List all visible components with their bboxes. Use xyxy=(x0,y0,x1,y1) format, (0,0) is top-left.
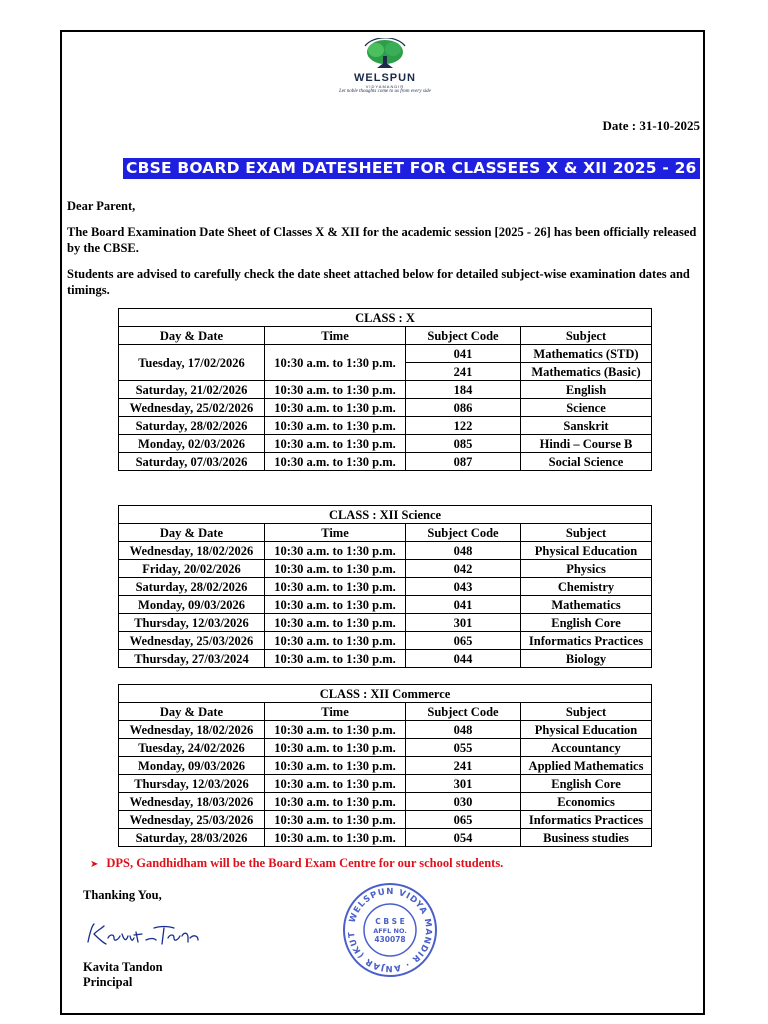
cell-code: 048 xyxy=(406,721,521,739)
table-row xyxy=(119,829,652,847)
note-text: DPS, Gandhidham will be the Board Exam Centre for our school students. xyxy=(106,856,504,870)
cell-time: 10:30 a.m. to 1:30 p.m. xyxy=(265,381,406,399)
table-header-row xyxy=(119,524,652,542)
table-row xyxy=(119,596,652,614)
table-row xyxy=(119,614,652,632)
cell-day: Monday, 09/03/2026 xyxy=(119,757,265,775)
table-row xyxy=(119,578,652,596)
cell-code: 241 xyxy=(406,757,521,775)
cell-subject: Informatics Practices xyxy=(521,811,652,829)
svg-text:WELSPUN VIDYA MANDIR · ANJAR (: WELSPUN VIDYA MANDIR · ANJAR (KUT xyxy=(346,886,434,974)
cell-time: 10:30 a.m. to 1:30 p.m. xyxy=(265,829,406,847)
cell-day: Thursday, 12/03/2026 xyxy=(119,614,265,632)
signature xyxy=(84,918,204,955)
svg-text:AFFL NO.: AFFL NO. xyxy=(373,927,407,935)
cell-subject: Accountancy xyxy=(521,739,652,757)
table-row xyxy=(119,757,652,775)
seal-stamp-icon xyxy=(340,880,440,980)
cell-code: 065 xyxy=(406,632,521,650)
cell-subject: Sanskrit xyxy=(521,417,652,435)
cell-time: 10:30 a.m. to 1:30 p.m. xyxy=(265,417,406,435)
header-code: Subject Code xyxy=(406,703,521,721)
table-row xyxy=(119,453,652,471)
cell-day: Saturday, 21/02/2026 xyxy=(119,381,265,399)
cell-code: 087 xyxy=(406,453,521,471)
svg-text:430078: 430078 xyxy=(374,935,406,944)
page-title: CBSE BOARD EXAM DATESHEET FOR CLASSEES X & XII 2025 - 26 xyxy=(123,158,700,179)
cell-code: 301 xyxy=(406,614,521,632)
arrow-bullet-icon: ➤ xyxy=(90,859,99,870)
header-time: Time xyxy=(265,703,406,721)
signatory-role: Principal xyxy=(83,975,133,989)
table-row xyxy=(119,650,652,668)
table-header-row xyxy=(119,703,652,721)
header-code: Subject Code xyxy=(406,524,521,542)
cell-subject: Science xyxy=(521,399,652,417)
cell-time: 10:30 a.m. to 1:30 p.m. xyxy=(265,453,406,471)
cell-subject: Physics xyxy=(521,560,652,578)
header-day: Day & Date xyxy=(119,703,265,721)
cell-code: 030 xyxy=(406,793,521,811)
cell-day: Wednesday, 25/02/2026 xyxy=(119,399,265,417)
cell-time: 10:30 a.m. to 1:30 p.m. xyxy=(265,650,406,668)
table-row xyxy=(119,632,652,650)
cell-time: 10:30 a.m. to 1:30 p.m. xyxy=(265,399,406,417)
cell-time: 10:30 a.m. to 1:30 p.m. xyxy=(265,632,406,650)
cell-subject: English Core xyxy=(521,775,652,793)
table-row xyxy=(119,381,652,399)
handwritten-signature-icon xyxy=(84,918,204,950)
table-row xyxy=(119,542,652,560)
table-title: CLASS : XII Commerce xyxy=(119,685,652,703)
table-row xyxy=(119,721,652,739)
cell-day: Thursday, 12/03/2026 xyxy=(119,775,265,793)
cell-code: 054 xyxy=(406,829,521,847)
intro-paragraph: The Board Examination Date Sheet of Classes X & XII for the academic session [2025 - 26] has been officially released by the CBSE. xyxy=(67,225,697,255)
table-row xyxy=(119,775,652,793)
cell-time: 10:30 a.m. to 1:30 p.m. xyxy=(265,578,406,596)
class-x-table xyxy=(118,308,652,471)
class-xii-commerce-table xyxy=(118,684,652,847)
cell-code: 042 xyxy=(406,560,521,578)
cell-time: 10:30 a.m. to 1:30 p.m. xyxy=(265,775,406,793)
cell-subject: Informatics Practices xyxy=(521,632,652,650)
class-xii-science-table xyxy=(118,505,652,668)
cell-time: 10:30 a.m. to 1:30 p.m. xyxy=(265,435,406,453)
cell-code: 301 xyxy=(406,775,521,793)
table-title: CLASS : XII Science xyxy=(119,506,652,524)
cell-time: 10:30 a.m. to 1:30 p.m. xyxy=(265,596,406,614)
cell-code: 041 xyxy=(406,596,521,614)
greeting: Dear Parent, xyxy=(67,199,136,213)
cell-subject: Physical Education xyxy=(521,542,652,560)
cell-code: 043 xyxy=(406,578,521,596)
cell-day: Tuesday, 24/02/2026 xyxy=(119,739,265,757)
cell-day: Saturday, 28/02/2026 xyxy=(119,578,265,596)
signatory-name: Kavita Tandon xyxy=(83,960,163,974)
cell-time: 10:30 a.m. to 1:30 p.m. xyxy=(265,614,406,632)
cell-subject: Hindi – Course B xyxy=(521,435,652,453)
cell-day: Thursday, 27/03/2024 xyxy=(119,650,265,668)
cell-code: 085 xyxy=(406,435,521,453)
cell-subject: English Core xyxy=(521,614,652,632)
cell-time: 10:30 a.m. to 1:30 p.m. xyxy=(265,757,406,775)
cell-time: 10:30 a.m. to 1:30 p.m. xyxy=(265,739,406,757)
cell-day: Wednesday, 18/02/2026 xyxy=(119,542,265,560)
cell-subject: Economics xyxy=(521,793,652,811)
cell-time: 10:30 a.m. to 1:30 p.m. xyxy=(265,542,406,560)
cell-subject: Mathematics (STD) xyxy=(521,345,652,363)
table-header-row xyxy=(119,327,652,345)
cell-code: 055 xyxy=(406,739,521,757)
logo-wordmark: WELSPUN xyxy=(354,72,416,84)
logo-subtitle: VIDYAMANDIR xyxy=(365,84,405,89)
cell-code: 065 xyxy=(406,811,521,829)
cell-time: 10:30 a.m. to 1:30 p.m. xyxy=(265,721,406,739)
cell-time: 10:30 a.m. to 1:30 p.m. xyxy=(265,811,406,829)
cell-day: Saturday, 28/02/2026 xyxy=(119,417,265,435)
cell-subject: Biology xyxy=(521,650,652,668)
cell-code: 086 xyxy=(406,399,521,417)
table-row xyxy=(119,811,652,829)
exam-centre-note xyxy=(90,856,503,871)
table-row xyxy=(119,793,652,811)
cell-subject: Mathematics (Basic) xyxy=(521,363,652,381)
cell-day: Wednesday, 18/03/2026 xyxy=(119,793,265,811)
logo-tagline: Let noble thoughts come to us from every side xyxy=(339,89,431,94)
signatory xyxy=(83,960,163,990)
closing: Thanking You, xyxy=(83,888,162,902)
header-time: Time xyxy=(265,327,406,345)
header-day: Day & Date xyxy=(119,524,265,542)
cell-code: 044 xyxy=(406,650,521,668)
table-title: CLASS : X xyxy=(119,309,652,327)
table-row xyxy=(119,345,652,363)
cell-subject: Physical Education xyxy=(521,721,652,739)
svg-text:C B S E: C B S E xyxy=(375,917,405,926)
cell-subject: Social Science xyxy=(521,453,652,471)
cell-code: 048 xyxy=(406,542,521,560)
cell-time: 10:30 a.m. to 1:30 p.m. xyxy=(265,345,406,381)
cell-code: 122 xyxy=(406,417,521,435)
cell-subject: English xyxy=(521,381,652,399)
instruction-paragraph: Students are advised to carefully check the date sheet attached below for detailed subject-wise examination dates and timings. xyxy=(67,267,690,297)
school-logo xyxy=(330,38,440,108)
header-time: Time xyxy=(265,524,406,542)
cell-day: Wednesday, 25/03/2026 xyxy=(119,811,265,829)
cell-day: Saturday, 07/03/2026 xyxy=(119,453,265,471)
cell-day: Saturday, 28/03/2026 xyxy=(119,829,265,847)
table-row xyxy=(119,739,652,757)
header-code: Subject Code xyxy=(406,327,521,345)
school-stamp xyxy=(340,880,440,985)
cell-subject: Business studies xyxy=(521,829,652,847)
cell-subject: Chemistry xyxy=(521,578,652,596)
tree-emblem-icon xyxy=(359,38,411,74)
cell-code: 184 xyxy=(406,381,521,399)
document-date: Date : 31-10-2025 xyxy=(602,118,700,133)
header-day: Day & Date xyxy=(119,327,265,345)
header-subject: Subject xyxy=(521,524,652,542)
cell-day: Wednesday, 25/03/2026 xyxy=(119,632,265,650)
table-row xyxy=(119,435,652,453)
cell-subject: Applied Mathematics xyxy=(521,757,652,775)
cell-day: Tuesday, 17/02/2026 xyxy=(119,345,265,381)
cell-time: 10:30 a.m. to 1:30 p.m. xyxy=(265,793,406,811)
cell-code: 241 xyxy=(406,363,521,381)
cell-day: Monday, 09/03/2026 xyxy=(119,596,265,614)
cell-subject: Mathematics xyxy=(521,596,652,614)
header-subject: Subject xyxy=(521,703,652,721)
table-row xyxy=(119,399,652,417)
header-subject: Subject xyxy=(521,327,652,345)
cell-time: 10:30 a.m. to 1:30 p.m. xyxy=(265,560,406,578)
cell-code: 041 xyxy=(406,345,521,363)
cell-day: Wednesday, 18/02/2026 xyxy=(119,721,265,739)
cell-day: Monday, 02/03/2026 xyxy=(119,435,265,453)
table-row xyxy=(119,560,652,578)
table-row xyxy=(119,417,652,435)
cell-day: Friday, 20/02/2026 xyxy=(119,560,265,578)
